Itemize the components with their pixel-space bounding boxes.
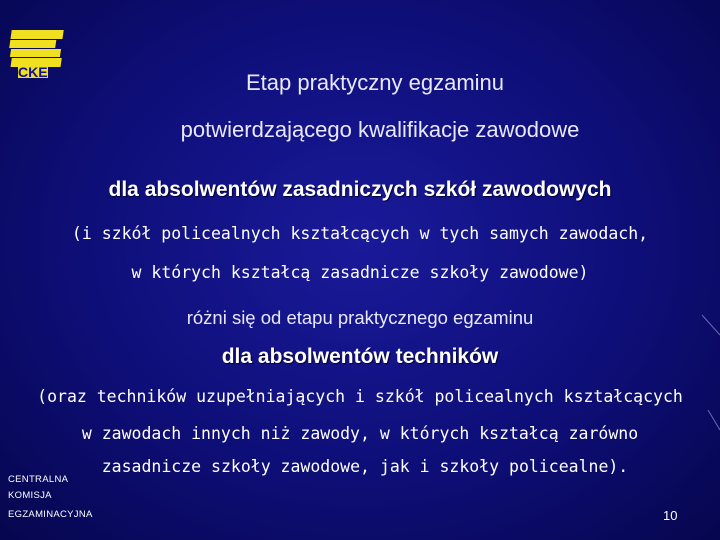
middle-line: różni się od etapu praktycznego egzaminu	[186, 307, 534, 328]
note-1-line-1: (i szkół policealnych kształcących w tych samych zawodach,	[71, 224, 649, 243]
footer-org-line-1: CENTRALNA	[8, 474, 69, 485]
footer-org-line-2: KOMISJA	[8, 490, 52, 501]
page-number: 10	[663, 508, 678, 523]
cke-logo	[8, 28, 68, 80]
decorative-lines	[690, 310, 720, 460]
note-2-line-1: (oraz techników uzupełniających i szkół policealnych kształcących	[37, 387, 683, 406]
title-line-1: Etap praktyczny egzaminu	[245, 70, 505, 95]
note-2-line-3: zasadnicze szkoły zawodowe, jak i szkoły policealne).	[101, 457, 629, 476]
heading-technikum: dla absolwentów techników	[221, 345, 499, 368]
title-line-2: potwierdzającego kwalifikacje zawodowe	[180, 117, 580, 142]
logo-text: CKE	[18, 64, 48, 80]
note-2-line-2: w zawodach innych niż zawody, w których kształcą zarówno	[81, 424, 639, 443]
heading-zsz: dla absolwentów zasadniczych szkół zawodowych	[108, 178, 612, 201]
note-1-line-2: w których kształcą zasadnicze szkoły zawodowe)	[131, 263, 589, 282]
footer-org-line-3: EGZAMINACYJNA	[8, 509, 93, 520]
